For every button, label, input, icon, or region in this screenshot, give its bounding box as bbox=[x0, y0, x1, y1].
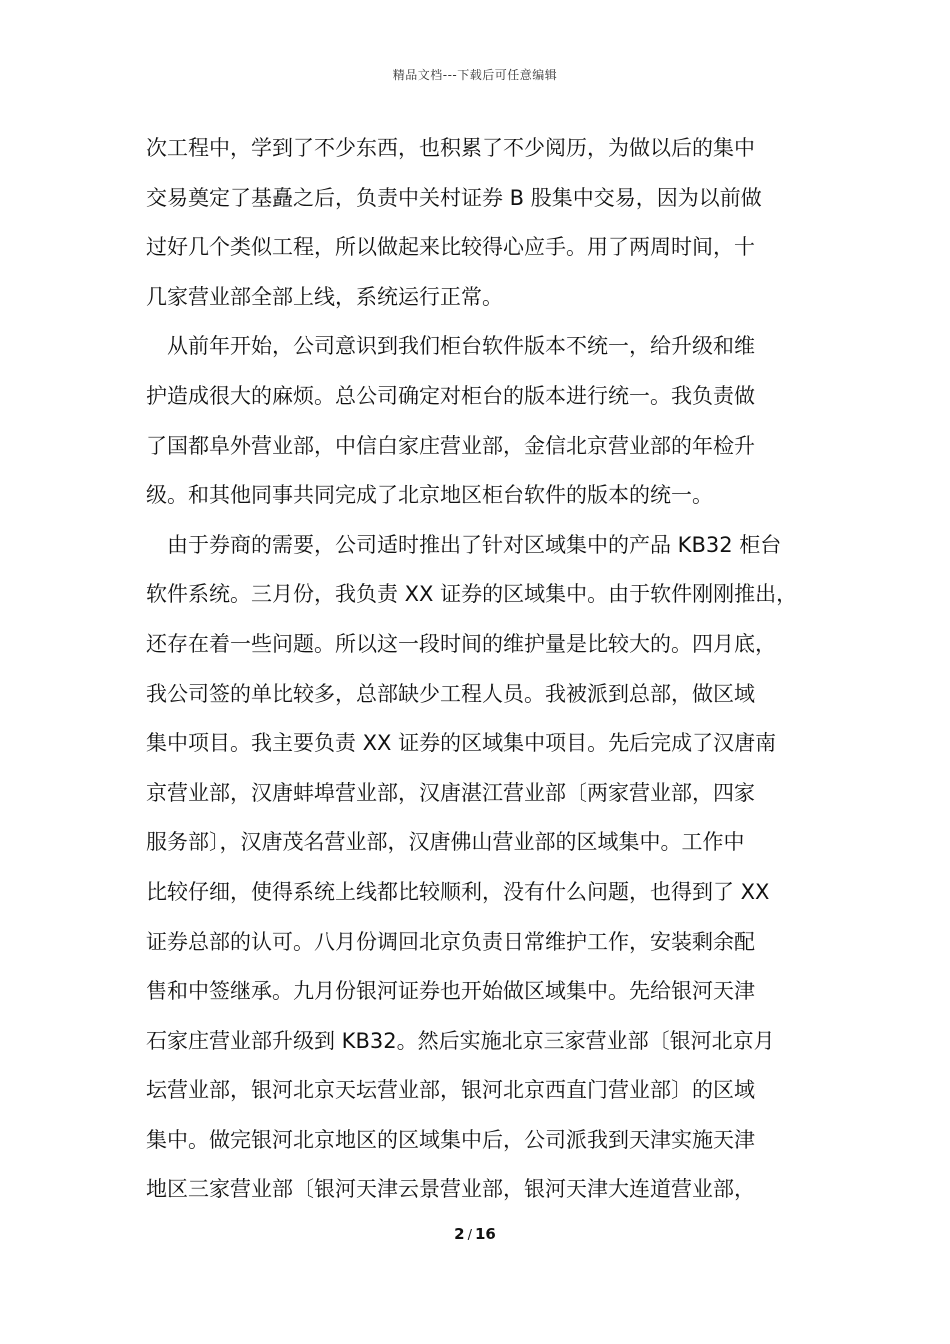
page-header: 精品文档---下载后可任意编辑 bbox=[392, 68, 558, 82]
body-line: 地区三家营业部〔银河天津云景营业部，银河天津大连道营业部， bbox=[146, 1177, 755, 1202]
total-pages: 16 bbox=[474, 1225, 496, 1243]
body-line: 石家庄营业部升级到 KB32。然后实施北京三家营业部〔银河北京月 bbox=[146, 1028, 775, 1053]
body-line: 集中项目。我主要负责 XX 证券的区域集中项目。先后完成了汉唐南 bbox=[146, 731, 777, 756]
body-line: 服务部〕，汉唐茂名营业部，汉唐佛山营业部的区域集中。工作中 bbox=[146, 830, 745, 855]
body-line: 证券总部的认可。八月份调回北京负责日常维护工作，安装剩余配 bbox=[146, 929, 755, 954]
page-separator: / bbox=[467, 1228, 472, 1243]
body-line: 交易奠定了基矗之后，负责中关村证券 B 股集中交易，因为以前做 bbox=[146, 185, 762, 210]
body-line: 从前年开始，公司意识到我们柜台软件版本不统一，给升级和维 bbox=[167, 334, 755, 359]
body-line: 软件系统。三月份，我负责 XX 证券的区域集中。由于软件刚刚推出， bbox=[146, 582, 798, 607]
page-number bbox=[0, 1225, 950, 1243]
body-line: 京营业部，汉唐蚌埠营业部，汉唐湛江营业部〔两家营业部，四家 bbox=[146, 780, 755, 805]
body-line: 几家营业部全部上线，系统运行正常。 bbox=[146, 284, 503, 309]
body-line: 过好几个类似工程，所以做起来比较得心应手。用了两周时间，十 bbox=[146, 235, 755, 260]
body-line: 次工程中，学到了不少东西，也积累了不少阅历，为做以后的集中 bbox=[146, 136, 755, 160]
body-line: 由于券商的需要，公司适时推出了针对区域集中的产品 KB32 柜台 bbox=[167, 532, 782, 557]
body-line: 我公司签的单比较多，总部缺少工程人员。我被派到总部，做区域 bbox=[146, 681, 755, 706]
body-line: 还存在着一些问题。所以这一段时间的维护量是比较大的。四月底， bbox=[146, 631, 776, 656]
body-line: 集中。做完银河北京地区的区域集中后，公司派我到天津实施天津 bbox=[146, 1127, 755, 1152]
document-body bbox=[146, 124, 822, 1215]
body-line: 比较仔细，使得系统上线都比较顺利，没有什么问题，也得到了 XX bbox=[146, 879, 770, 904]
body-line: 坛营业部，银河北京天坛营业部，银河北京西直门营业部〕的区域 bbox=[146, 1078, 755, 1103]
body-line: 售和中签继承。九月份银河证券也开始做区域集中。先给银河天津 bbox=[146, 979, 755, 1004]
body-line: 级。和其他同事共同完成了北京地区柜台软件的版本的统一。 bbox=[146, 483, 713, 508]
body-line: 护造成很大的麻烦。总公司确定对柜台的版本进行统一。我负责做 bbox=[146, 383, 755, 408]
current-page: 2 bbox=[454, 1225, 465, 1243]
body-line: 了国都阜外营业部，中信白家庄营业部，金信北京营业部的年检升 bbox=[146, 433, 755, 458]
